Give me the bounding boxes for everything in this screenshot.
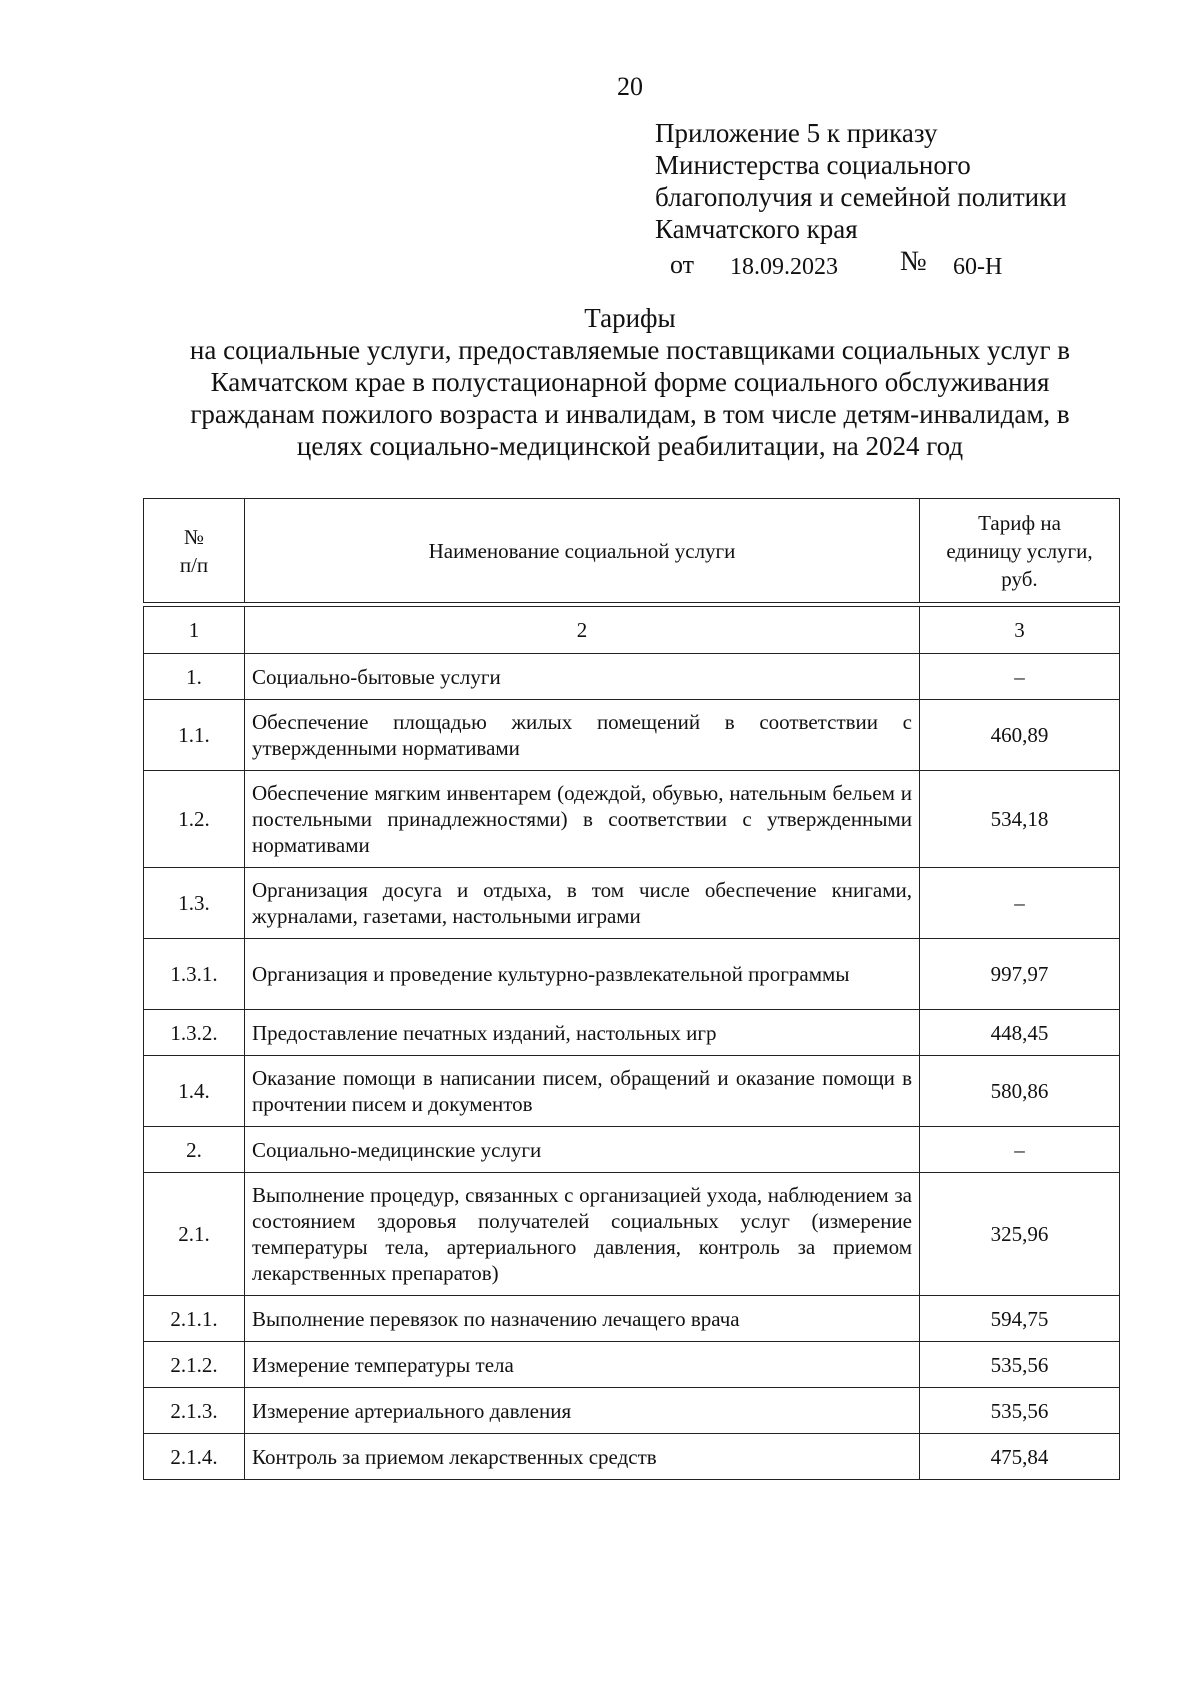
- title-line: целях социально-медицинской реабилитации, на 2024 год: [296, 431, 964, 461]
- document-title: [150, 302, 1110, 462]
- table-row: [144, 654, 1120, 700]
- appendix-line: Камчатского края: [655, 214, 858, 244]
- table-row: [144, 1342, 1120, 1388]
- column-number: 1: [144, 607, 245, 654]
- row-number: 1.1.: [144, 700, 245, 771]
- table-row: [144, 1056, 1120, 1127]
- column-numbers-row: [144, 607, 1120, 654]
- header-number: [144, 499, 245, 603]
- service-name: Измерение артериального давления: [245, 1388, 920, 1434]
- row-number: 1.3.1.: [144, 939, 245, 1010]
- tariff-value: 460,89: [920, 700, 1120, 771]
- table-row: [144, 1296, 1120, 1342]
- service-name: Организация досуга и отдыха, в том числе обеспечение книгами, журналами, газетами, настольными играми: [245, 868, 920, 939]
- table-row: [144, 1173, 1120, 1296]
- row-number: 2.: [144, 1127, 245, 1173]
- tariff-value: 594,75: [920, 1296, 1120, 1342]
- table-row: [144, 868, 1120, 939]
- title-heading: Тарифы: [584, 303, 676, 333]
- row-number: 1.: [144, 654, 245, 700]
- service-name: Выполнение перевязок по назначению лечащего врача: [245, 1296, 920, 1342]
- tariff-value: 534,18: [920, 771, 1120, 868]
- row-number: 2.1.3.: [144, 1388, 245, 1434]
- title-line: на социальные услуги, предоставляемые поставщиками социальных услуг в: [189, 335, 1071, 365]
- order-date: 18.09.2023: [730, 254, 838, 280]
- service-name: Предоставление печатных изданий, настольных игр: [245, 1010, 920, 1056]
- appendix-line: Министерства социального: [655, 150, 971, 180]
- header-number-line: п/п: [179, 552, 209, 577]
- tariff-value: 448,45: [920, 1010, 1120, 1056]
- order-from-label: от: [670, 250, 695, 279]
- tariff-value: –: [920, 1127, 1120, 1173]
- tariff-value: 535,56: [920, 1342, 1120, 1388]
- row-number: 2.1.1.: [144, 1296, 245, 1342]
- row-number: 2.1.: [144, 1173, 245, 1296]
- tariff-value: 475,84: [920, 1434, 1120, 1480]
- tariff-value: 997,97: [920, 939, 1120, 1010]
- header-tariff-line: Тариф на: [978, 510, 1061, 535]
- appendix-block: [655, 117, 1067, 245]
- header-tariff: [920, 499, 1120, 603]
- service-name: Социально-бытовые услуги: [245, 654, 920, 700]
- column-number: 3: [920, 607, 1120, 654]
- row-number: 2.1.2.: [144, 1342, 245, 1388]
- service-name: Оказание помощи в написании писем, обращений и оказание помощи в прочтении писем и документов: [245, 1056, 920, 1127]
- column-number: 2: [245, 607, 920, 654]
- service-name: Социально-медицинские услуги: [245, 1127, 920, 1173]
- table-row: [144, 1127, 1120, 1173]
- service-name: Выполнение процедур, связанных с организацией ухода, наблюдением за состоянием здоровья получателей социальных услуг (измерение температуры тела, артериального давления, контроль за приемом лекарственных препаратов): [245, 1173, 920, 1296]
- table-row: [144, 1388, 1120, 1434]
- header-tariff-line: единицу услуги,: [946, 538, 1093, 563]
- header-name: Наименование социальной услуги: [245, 499, 920, 603]
- tariff-value: –: [920, 868, 1120, 939]
- title-line: гражданам пожилого возраста и инвалидам, в том числе детям-инвалидам, в: [190, 399, 1070, 429]
- service-name: Организация и проведение культурно-развлекательной программы: [245, 939, 920, 1010]
- service-name: Измерение температуры тела: [245, 1342, 920, 1388]
- title-line: Камчатском крае в полустационарной форме социального обслуживания: [210, 367, 1050, 397]
- table-row: [144, 1010, 1120, 1056]
- table-header-row: [144, 499, 1120, 603]
- service-name: Контроль за приемом лекарственных средств: [245, 1434, 920, 1480]
- tariff-value: –: [920, 654, 1120, 700]
- tariff-value: 580,86: [920, 1056, 1120, 1127]
- header-number-line: №: [183, 524, 205, 549]
- service-name: Обеспечение мягким инвентарем (одеждой, обувью, нательным бельем и постельными принадлежностями) в соответствии с утвержденными нормативами: [245, 771, 920, 868]
- appendix-line: Приложение 5 к приказу: [655, 118, 938, 148]
- header-tariff-line: руб.: [1001, 566, 1038, 591]
- page-number: 20: [617, 72, 643, 101]
- table-row: [144, 771, 1120, 868]
- row-number: 1.2.: [144, 771, 245, 868]
- tariff-value: 535,56: [920, 1388, 1120, 1434]
- order-number-sign: №: [900, 246, 927, 277]
- row-number: 2.1.4.: [144, 1434, 245, 1480]
- table-row: [144, 939, 1120, 1010]
- tariffs-table: [143, 498, 1120, 1480]
- row-number: 1.3.: [144, 868, 245, 939]
- tariff-value: 325,96: [920, 1173, 1120, 1296]
- table-row: [144, 1434, 1120, 1480]
- service-name: Обеспечение площадью жилых помещений в соответствии с утвержденными нормативами: [245, 700, 920, 771]
- table-row: [144, 700, 1120, 771]
- order-number: 60-Н: [953, 254, 1003, 280]
- appendix-line: благополучия и семейной политики: [655, 182, 1067, 212]
- row-number: 1.3.2.: [144, 1010, 245, 1056]
- row-number: 1.4.: [144, 1056, 245, 1127]
